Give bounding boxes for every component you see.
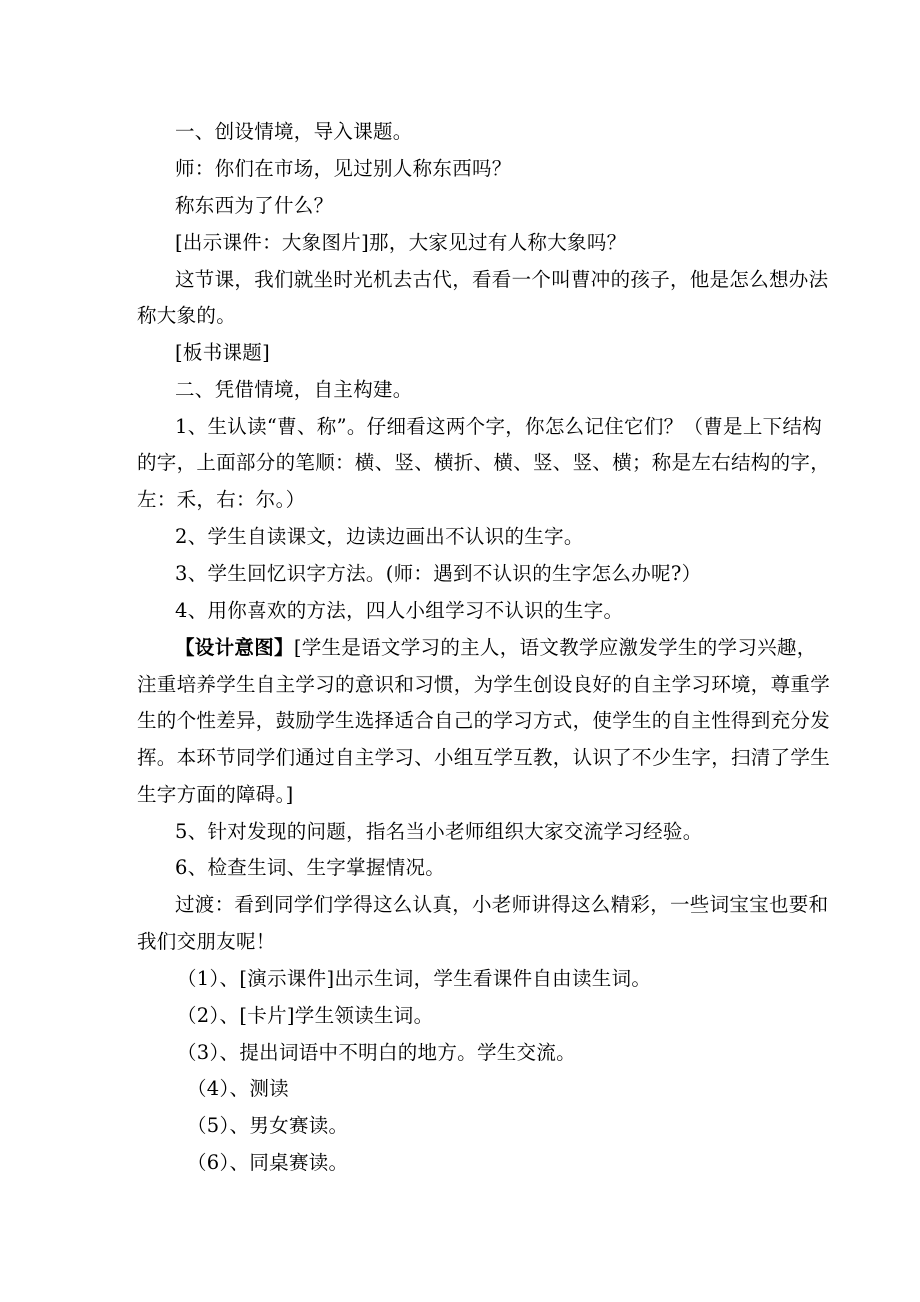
paragraph: [出示课件：大象图片]那，大家见过有人称大象吗？: [175, 231, 627, 254]
paragraph: 挥。本环节同学们通过自主学习、小组互学互教，认识了不少生字，扫清了学生: [137, 746, 831, 769]
list-item: （5）、男女赛读。: [187, 1114, 349, 1137]
paragraph: 我们交朋友呢！: [137, 930, 276, 953]
paragraph: 注重培养学生自主学习的意识和习惯，为学生创设良好的自主学习环境，尊重学: [137, 673, 831, 696]
section-heading-2: 二、凭借情境，自主构建。: [175, 378, 413, 401]
paragraph: 师：你们在市场，见过别人称东西吗？: [175, 157, 512, 180]
section-heading-1: 一、创设情境，导入课题。: [175, 120, 413, 143]
paragraph: [板书课题]: [175, 341, 271, 364]
list-item: （4）、测读: [187, 1077, 289, 1100]
list-item: （6）、同桌赛读。: [187, 1151, 349, 1174]
paragraph: 3、学生回忆识字方法。(师：遇到不认识的生字怎么办呢?）: [175, 562, 702, 585]
paragraph: 过渡：看到同学们学得这么认真，小老师讲得这么精彩，一些词宝宝也要和: [175, 893, 829, 916]
paragraph: 的字，上面部分的笔顺：横、竖、横折、横、竖、竖、横；称是左右结构的字，: [137, 451, 831, 474]
paragraph: 称大象的。: [137, 304, 237, 327]
list-item: （2）、[卡片]学生领读生词。: [177, 1004, 434, 1027]
design-intent-line: [175, 629, 817, 666]
design-intent-label: 【设计意图】: [175, 636, 294, 659]
list-item: （1）、[演示课件]出示生词，学生看课件自由读生词。: [177, 967, 652, 990]
design-intent-text: [学生是语文学习的主人，语文教学应激发学生的学习兴趣，: [293, 636, 817, 659]
paragraph: 左：禾，右：尔。）: [137, 488, 306, 511]
paragraph: 5、针对发现的问题，指名当小老师组织大家交流学习经验。: [175, 820, 703, 843]
paragraph: 4、用你喜欢的方法，四人小组学习不认识的生字。: [175, 599, 624, 622]
list-item: （3）、提出词语中不明白的地方。学生交流。: [177, 1041, 576, 1064]
paragraph: 这节课，我们就坐时光机去古代，看看一个叫曹冲的孩子，他是怎么想办法: [175, 268, 829, 291]
paragraph: 称东西为了什么？: [175, 194, 334, 217]
paragraph: 2、学生自读课文，边读边画出不认识的生字。: [175, 525, 584, 548]
paragraph: 1、生认读“曹、称”。仔细看这两个字，你怎么记住它们？（曹是上下结构: [175, 415, 823, 438]
paragraph: 6、检查生词、生字掌握情况。: [175, 856, 446, 879]
paragraph: 生字方面的障碍。]: [137, 783, 294, 806]
paragraph: 生的个性差异，鼓励学生选择适合自己的学习方式，使学生的自主性得到充分发: [137, 709, 831, 732]
